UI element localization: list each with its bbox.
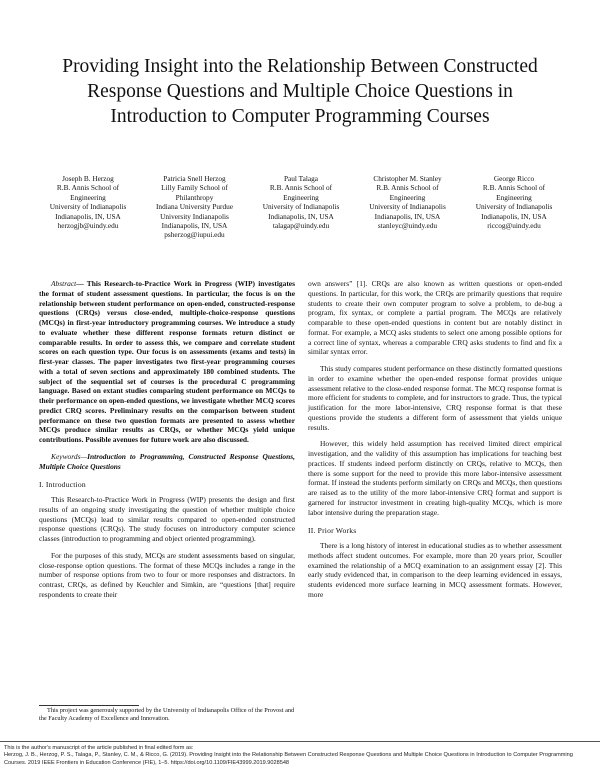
author-line: Engineering [496,192,532,202]
author-email: psherzog@iupui.edu [164,230,225,240]
author-line: R.B. Annis School of [376,183,439,193]
author-line: Philanthropy [175,192,214,202]
prior-works-paragraph: There is a long history of interest in educational studies as to whether assessment methods affect student outcomes. For example, more than 20 years prior, Scouller examined the relationship of a MCQ examination to an assignment essay [2]. This early study evidenced that, in comparison to the deep learning evidenced in essays, students evidenced more surface learning in MCQ assessment formats. However, more [308,541,562,599]
section-heading-prior-works: II. Prior Works [308,526,357,536]
author-block [36,174,566,240]
author-1 [36,174,140,240]
section-heading-introduction: I. Introduction [39,480,86,490]
citation-note [4,745,596,767]
author-email: talagap@uindy.edu [272,221,330,231]
keywords-lead: Keywords— [51,451,88,461]
citation-note-line-2: Herzog, J. B., Herzog, P. S., Talaga, P., Stanley, C. M., & Ricco, G. (2019). Providing Insight into the Relationship Between Constructed Response Questions and Multiple Choice Questions in Introduction to Computer Programming Courses. 2019 IEEE Frontiers in Education Conference (FIE), 1–5. https://doi.org/10.1109/FIE43999.2019.9028548 [4,752,573,766]
author-email: herzogjb@uindy.edu [57,221,119,231]
body-paragraph-3: However, this widely held assumption has received limited direct empirical investigation, and the validity of this assumption has implications for teaching best practices. If students indeed perform distinctly on CRQs, relative to MCQs, then there is some support for the need to provide this more labor-intensive assessment format. If instead the students perform similarly on CRQs and MCQs, then questions are raised as to the utility of the more labor-intensive CRQ format and support is garnered for instructor investment in creating high-quality MCQs, which is more labor intensive during the preparation stage. [308,439,562,517]
author-4 [356,174,460,240]
author-line: Indianapolis, IN, USA [481,211,547,221]
author-line: University of Indianapolis [49,202,127,212]
author-5 [462,174,566,240]
author-line: Indianapolis, IN, USA [374,211,441,221]
author-line: Engineering [283,192,319,202]
author-line: Indianapolis, IN, USA [161,221,228,231]
paper-title: Providing Insight into the Relationship Between Constructed Response Questions and Multiple Choice Questions in Introduction to Computer Programming Courses [62,56,538,127]
author-line: Christopher M. Stanley [373,174,442,183]
author-line: R.B. Annis School of [482,183,546,193]
author-email: stanleyc@uindy.edu [377,221,438,231]
abstract-text: — This Research-to-Practice Work in Progress (WIP) investigates the format of student assessment questions. In particular, the focus is on the relationship between student performance on open-ended, constructed-response questions (CRQs) versus close-ended, multiple-choice-response questions (MCQs) in first-year introductory programming courses. We introduce a study to evaluate whether these different response formats return distinct or comparable results. In order to assess this, we compare and correlate student scores on each question type. Our focus is on assessments (exams and tests) in first-year classes. The paper investigates two first-year programming courses with a total of seven sections and approximately 180 combined students. The subject of the sequential set of courses is the procedural C programming language. Based on extant studies comparing student performance on MCQs to their performance on open-ended questions, we investigate whether MCQ scores predict CRQ scores. Preliminary results on the comparison between student performance on these two question formats are presented to assess whether MCQs produce similar results as CRQs, or whether MCQs yield unique contributions. Possible avenues for future work are also discussed. [39,279,295,444]
author-3 [249,174,353,240]
author-line: Indiana University Purdue [155,202,233,212]
author-line: Patricia Snell Herzog [163,174,226,183]
author-line: Engineering [389,192,426,202]
abstract [39,279,295,445]
left-column [39,279,295,600]
author-line: Paul Talaga [283,174,318,183]
bottom-divider [0,741,600,742]
author-2 [143,174,247,240]
author-line: Lilly Family School of [161,183,228,193]
body-paragraph-2: This study compares student performance on these distinctly formatted questions in order to examine whether the open-ended response format provides unique assessment relative to the close-ended response format. The MCQ response format is more efficient for students to complete, and for instructors to grade. Thus, the typical justification for the more labor-intensive, CRQ response format is that these questions provide the students a different form of assessment that yields unique results. [308,364,562,432]
author-line: Indianapolis, IN, USA [268,211,334,221]
author-line: Indianapolis, IN, USA [55,211,121,221]
keywords [39,452,295,472]
author-line: George Ricco [493,174,535,183]
intro-paragraph-2: For the purposes of this study, MCQs are student assessments based on singular, close-response option questions. The format of these MCQs includes a range in the number of response options from two to four or more responses and distractors. In contrast, CRQs, as defined by Keuchler and Simkin, are “questions [that] require respondents to create their [39,550,295,599]
keywords-text: Introduction to Programming, Constructed Response Questions, Multiple Choice Questions [39,451,295,471]
funding-footnote: This project was generously supported by the University of Indianapolis Office of the Provost and the Faculty Academy of Excellence and Innovation. [39,707,295,722]
author-line: University of Indianapolis [369,202,446,212]
body-paragraph-continued: own answers” [1]. CRQs are also known as written questions or open-ended questions. In particular, for this work, the CRQs are primarily questions that require students to create their own computer program to solve a problem, to de-bug a program, fix syntax, or complete a partial program. The MCQs are relatively comparable to these open-ended questions in content but are notably distinct in format. For example, a MCQ asks students to select one among possible options for a correct line of syntax, whereas a comparable CRQ asks students to find and fix a similar syntax error. [308,279,562,357]
intro-paragraph-1: This Research-to-Practice Work in Progress (WIP) presents the design and first results of an ongoing study investigating the question of whether multiple choice questions (MCQs) lead to similar results compared to open-ended constructed response questions (CRQs). The study focuses on introductory computer science classes (introduction to programming and object oriented programming). [39,495,295,543]
author-line: R.B. Annis School of [56,183,120,193]
citation-note-line-1: This is the author's manuscript of the article published in final edited form as: [4,745,194,751]
right-column [308,279,562,600]
author-line: R.B. Annis School of [269,183,333,193]
author-line: Engineering [70,192,106,202]
footnote-rule [39,705,139,706]
author-line: Joseph B. Herzog [62,174,114,183]
author-line: University of Indianapolis [475,202,553,212]
abstract-lead: Abstract [51,279,77,288]
author-email: riccog@uindy.edu [487,221,541,231]
author-line: University Indianapolis [160,211,229,221]
author-line: University of Indianapolis [262,202,340,212]
